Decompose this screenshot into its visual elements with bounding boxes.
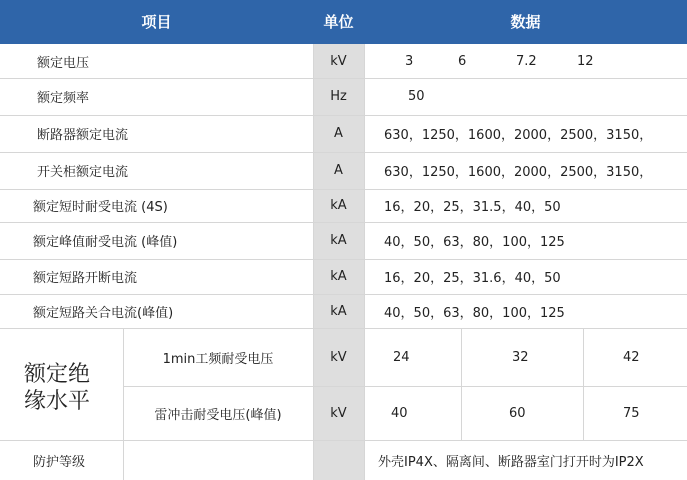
row-unit: kV (330, 405, 347, 421)
table-header (0, 0, 687, 44)
insulation-group-label: 额定绝缘水平 (24, 362, 91, 414)
header-unit: 单位 (323, 13, 354, 31)
row-unit: kV (330, 349, 347, 365)
insulation-value: 42 (623, 349, 640, 365)
row-value: 40，50，63，80，100，125 (384, 235, 565, 250)
voltage-value: 12 (577, 53, 594, 69)
row-unit: kA (330, 303, 347, 319)
row-label: 额定峰值耐受电流 (峰值) (33, 235, 178, 250)
insulation-value: 40 (391, 405, 408, 421)
row-label: 额定电压 (37, 55, 90, 71)
row-value: 630，1250，1600，2000，2500，3150， (384, 128, 653, 143)
row-unit: kV (330, 53, 347, 69)
row-label: 额定短时耐受电流 (4S) (33, 200, 168, 215)
row-value: 外壳IP4X、隔离间、断路器室门打开时为IP2X (378, 454, 644, 470)
row-label: 额定频率 (37, 91, 90, 106)
col-divider (583, 328, 584, 440)
row-value: 16，20，25，31.5，40，50 (384, 200, 561, 215)
row-label: 额定短路关合电流(峰值) (33, 305, 174, 321)
col-divider (461, 328, 462, 440)
insulation-value: 24 (393, 349, 410, 365)
insulation-sub-label: 雷冲击耐受电压(峰值) (154, 407, 282, 423)
row-unit: kA (330, 269, 347, 284)
row-unit: A (334, 163, 343, 178)
row-value: 630，1250，1600，2000，2500，3150， (384, 165, 653, 180)
insulation-value: 60 (509, 405, 526, 421)
row-unit: kA (330, 233, 347, 248)
insulation-sub-label: 1min工频耐受电压 (162, 351, 274, 367)
row-unit: Hz (330, 89, 347, 104)
row-value: 40，50，63，80，100，125 (384, 305, 565, 321)
insulation-value: 32 (512, 349, 529, 365)
row-value: 16，20，25，31.6，40，50 (384, 271, 561, 286)
col-divider (364, 44, 365, 480)
row-label: 防护等级 (33, 454, 86, 470)
header-item: 项目 (141, 13, 172, 31)
row-label: 额定短路开断电流 (33, 271, 138, 286)
row-unit: A (334, 126, 343, 141)
insulation-value: 75 (623, 405, 640, 421)
voltage-value: 6 (458, 53, 467, 69)
voltage-value: 7.2 (516, 53, 537, 69)
header-data: 数据 (510, 13, 541, 31)
row-value: 50 (408, 89, 425, 104)
row-unit: kA (330, 198, 347, 213)
row-label: 开关柜额定电流 (37, 165, 129, 180)
voltage-value: 3 (405, 53, 414, 69)
row-label: 断路器额定电流 (37, 128, 129, 143)
